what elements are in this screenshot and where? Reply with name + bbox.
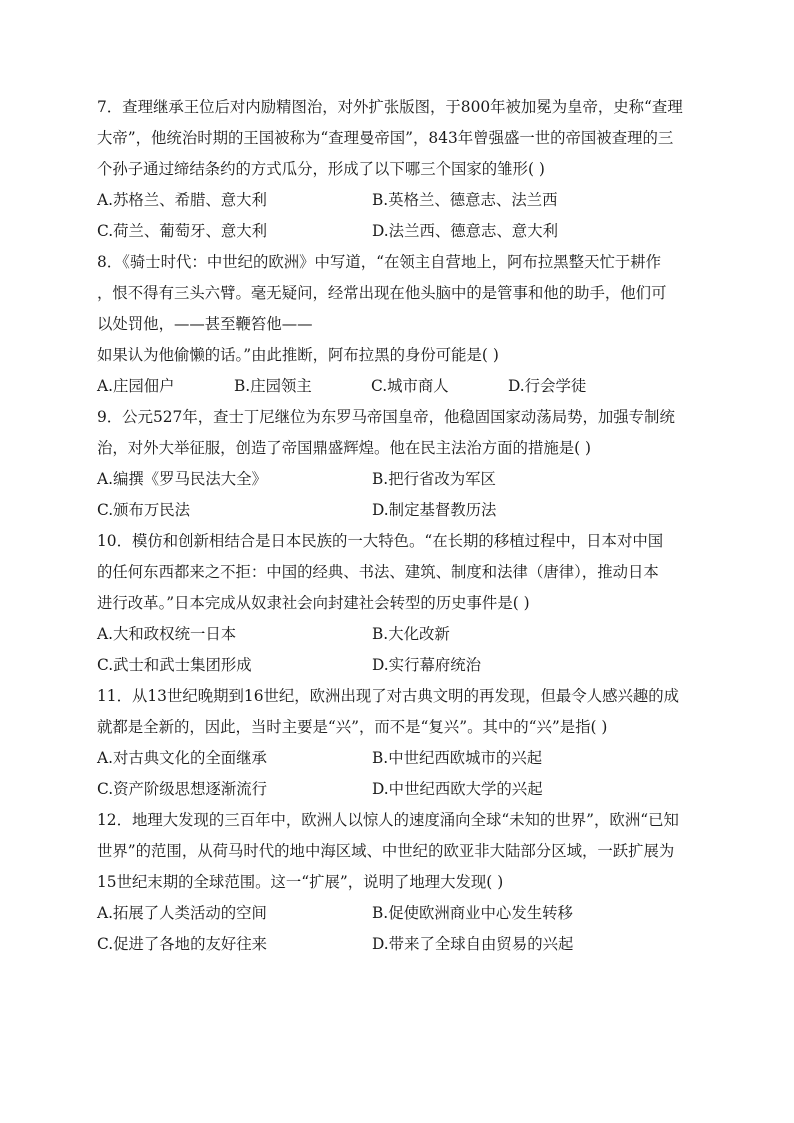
question-text-line: 如果认为他偷懒的话。”由此推断，阿布拉黑的身份可能是( ) — [97, 346, 499, 364]
option-row — [97, 216, 703, 247]
question-text-line: 治，对外大举征服，创造了帝国鼎盛辉煌。他在民主法治方面的措施是( ) — [97, 439, 592, 457]
option-row — [97, 898, 703, 929]
option-row — [97, 464, 703, 495]
question-11 — [97, 681, 703, 805]
option-c: C.武士和武士集团形成 — [97, 656, 252, 674]
option-d: D.行会学徒 — [508, 377, 587, 395]
question-8 — [97, 247, 703, 402]
question-10 — [97, 526, 703, 681]
option-a: A.庄园佃户 — [97, 377, 175, 395]
question-list — [97, 92, 703, 960]
option-row — [97, 774, 703, 805]
question-12 — [97, 805, 703, 960]
option-a: A.拓展了人类活动的空间 — [97, 904, 267, 922]
option-d: D.中世纪西欧大学的兴起 — [372, 780, 543, 798]
option-c: C.颁布万民法 — [97, 501, 191, 519]
question-text-line: 进行改革。”日本完成从奴隶社会向封建社会转型的历史事件是( ) — [97, 594, 530, 612]
question-text-line: 11．从13世纪晚期到16世纪，欧洲出现了对古典文明的再发现，但最令人感兴趣的成 — [97, 687, 680, 705]
question-text-line: 以处罚他，——甚至鞭笞他—— — [97, 315, 313, 333]
question-7 — [97, 92, 703, 247]
question-text-line: 个孙子通过缔结条约的方式瓜分，形成了以下哪三个国家的雏形( ) — [97, 160, 545, 178]
option-d: D.制定基督教历法 — [372, 501, 497, 519]
option-c: C.荷兰、葡萄牙、意大利 — [97, 222, 268, 240]
question-text-line: 世界”的范围，从荷马时代的地中海区域、中世纪的欧亚非大陆部分区域，一跃扩展为 — [97, 842, 675, 860]
option-row — [97, 371, 703, 402]
question-9 — [97, 402, 703, 526]
option-b: B.把行省改为军区 — [372, 470, 496, 488]
option-b: B.庄园领主 — [234, 377, 312, 395]
option-c: C.促进了各地的友好往来 — [97, 935, 268, 953]
option-a: A.苏格兰、希腊、意大利 — [97, 191, 267, 209]
option-a: A.对古典文化的全面继承 — [97, 749, 267, 767]
option-row — [97, 929, 703, 960]
option-c: C.资产阶级思想逐渐流行 — [97, 780, 268, 798]
option-row — [97, 495, 703, 526]
option-row — [97, 185, 703, 216]
option-a: A.大和政权统一日本 — [97, 625, 237, 643]
option-a: A.编撰《罗马民法大全》 — [97, 470, 267, 488]
option-b: B.中世纪西欧城市的兴起 — [372, 749, 543, 767]
question-text-line: 大帝”，他统治时期的王国被称为“查理曼帝国”，843年曾强盛一世的帝国被查理的三 — [97, 129, 674, 147]
option-d: D.实行幕府统治 — [372, 656, 482, 674]
option-row — [97, 743, 703, 774]
question-text-line: 就都是全新的，因此，当时主要是“兴”，而不是“复兴”。其中的“兴”是指( ) — [97, 718, 608, 736]
option-d: D.法兰西、德意志、意大利 — [372, 222, 558, 240]
question-text-line: 9．公元527年，查士丁尼继位为东罗马帝国皇帝，他稳固国家动荡局势，加强专制统 — [97, 408, 675, 426]
question-text-line: 10．模仿和创新相结合是日本民族的一大特色。“在长期的移植过程中，日本对中国 — [97, 532, 664, 550]
option-d: D.带来了全球自由贸易的兴起 — [372, 935, 574, 953]
question-text-line: 15世纪末期的全球范围。这一“扩展”，说明了地理大发现( ) — [97, 873, 504, 891]
question-text-line: 7．查理继承王位后对内励精图治，对外扩张版图，于800年被加冕为皇帝，史称“查理 — [97, 98, 683, 116]
option-row — [97, 619, 703, 650]
question-text-line: ，恨不得有三头六臂。毫无疑问，经常出现在他头脑中的是管事和他的助手，他们可 — [97, 284, 667, 302]
option-c: C.城市商人 — [371, 377, 449, 395]
option-row — [97, 650, 703, 681]
question-text-line: 的任何东西都来之不拒：中国的经典、书法、建筑、制度和法律（唐律），推动日本 — [97, 563, 659, 581]
question-text-line: 12．地理大发现的三百年中，欧洲人以惊人的速度涌向全球“未知的世界”，欧洲“已知 — [97, 811, 679, 829]
option-b: B.大化改新 — [372, 625, 450, 643]
option-b: B.促使欧洲商业中心发生转移 — [372, 904, 573, 922]
option-b: B.英格兰、德意志、法兰西 — [372, 191, 558, 209]
question-text-line: 8．《骑士时代：中世纪的欧洲》中写道，“在领主自营地上，阿布拉黑整天忙于耕作 — [97, 253, 662, 271]
